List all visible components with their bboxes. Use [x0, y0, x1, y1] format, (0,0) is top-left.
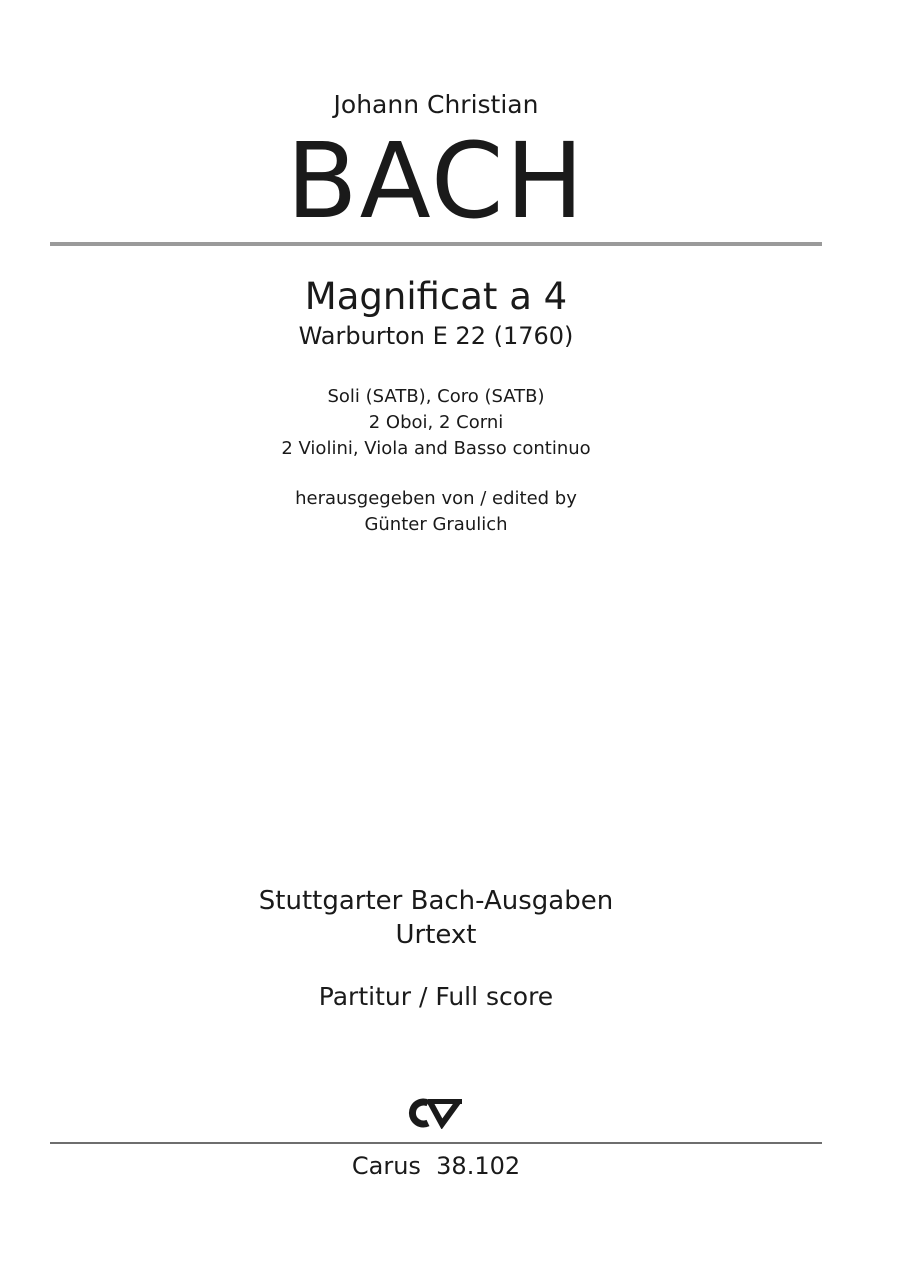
work-catalog-number: Warburton E 22 (1760)	[298, 322, 574, 350]
series-type: Urtext	[395, 920, 477, 950]
top-divider	[50, 242, 822, 246]
series-block	[50, 884, 822, 952]
series-name: Stuttgarter Bach-Ausgaben	[258, 886, 614, 916]
composer-first-names: Johann Christian	[333, 90, 539, 119]
edition-type: Partitur / Full score	[318, 982, 554, 1011]
composer-surname: BACH	[286, 120, 586, 242]
scoring-list	[50, 384, 822, 462]
editor-label: herausgegeben von / edited by	[295, 488, 577, 509]
editor-name: Günter Graulich	[364, 514, 508, 535]
scoring-line: 2 Violini, Viola and Basso continuo	[281, 438, 591, 459]
scoring-line: Soli (SATB), Coro (SATB)	[327, 386, 545, 407]
bottom-divider	[50, 1142, 822, 1144]
publisher-catalog-number: Carus 38.102	[351, 1152, 521, 1180]
work-title: Magnificat a 4	[304, 275, 568, 318]
editor-credit	[50, 486, 822, 538]
scoring-line: 2 Oboi, 2 Corni	[368, 412, 504, 433]
carus-cv-logo-icon	[406, 1097, 464, 1129]
